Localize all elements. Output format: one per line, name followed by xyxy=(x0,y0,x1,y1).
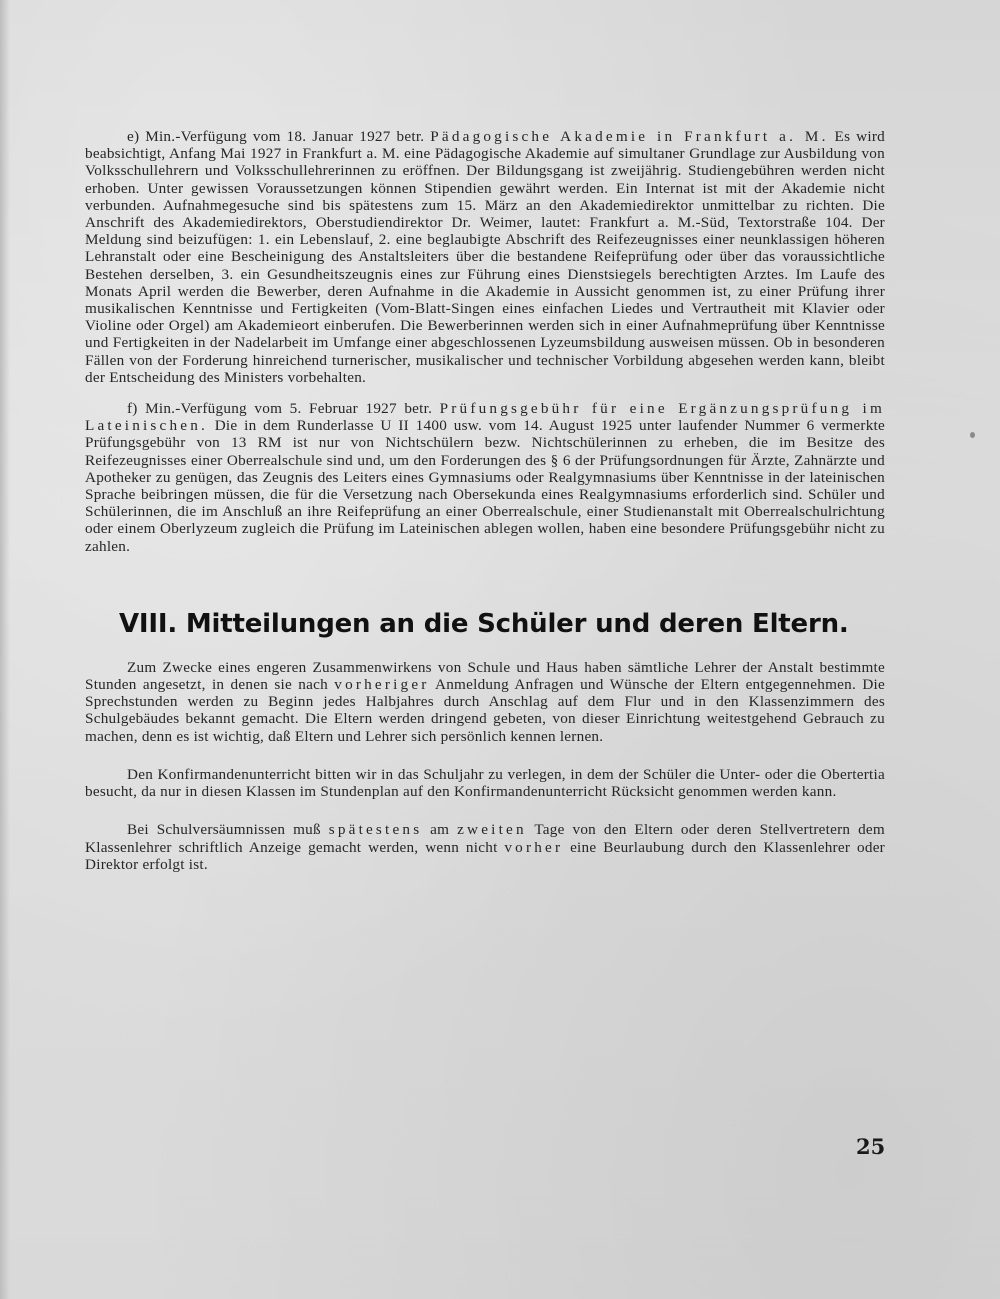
section-paragraph-sprechstunden xyxy=(85,659,885,745)
spacer xyxy=(85,745,885,766)
spacer xyxy=(85,800,885,821)
page-number: 25 xyxy=(856,1134,886,1159)
section-paragraph-konfirmanden: Den Konfirmandenunterricht bitten wir in das Schuljahr zu verlegen, in dem der Schüler die Unter- oder die Obertertia besucht, da nur in diesen Klassen im Stundenplan auf den Konfirmandenunterricht Rücksicht genommen werden kann. xyxy=(85,765,885,801)
spacer xyxy=(85,639,885,659)
paragraph-e-lead: e) Min.-Verfügung vom 18. Januar 1927 betr. xyxy=(127,128,431,145)
section-p1-part-b: Anmeldung Anfragen und Wünsche der Eltern entgegennehmen. Die Sprechstunden werden zu Beginn jedes Halbjahres durch Anschlag auf dem Flur und in den Klassenzimmern des Schulgebäudes bekannt gemacht. Die Eltern werden dringend gebeten, von dieser Einrichtung weitestgehend Gebrauch zu machen, denn es ist wichtig, daß Eltern und Lehrer sich persönlich kennen lernen. xyxy=(85,676,885,745)
section-p1-part-a: Zum Zwecke eines engeren Zusammenwirkens von Schule und Haus haben sämtliche Lehrer der Anstalt bestimmte Stunden angesetzt, in denen sie nach xyxy=(85,658,885,694)
section-p3-spaced-2: zweiten xyxy=(457,821,527,839)
section-title: VIII. Mitteilungen an die Schüler und deren Eltern. xyxy=(119,608,849,639)
page-content xyxy=(85,128,885,873)
paragraph-e-body: Es wird beabsichtigt, Anfang Mai 1927 in Frankfurt a. M. eine Pädagogische Akademie auf simultaner Grundlage zur Ausbildung von Volksschullehrern und Volksschullehrerinnen zu eröffnen. Der Bildungsgang ist zweijährig. Studiengebühren werden nicht erhoben. Unter gewissen Voraussetzungen können Stipendien gewährt werden. Ein Internat ist mit der Akademie nicht verbunden. Aufnahmegesuche sind bis spätestens zum 15. März an den Akademiedirektor unmittelbar zu richten. Die Anschrift des Akademiedirektors, Oberstudiendirektor Dr. Weimer, lautet: Frankfurt a. M.-Süd, Textorstraße 104. Der Meldung sind beizufügen: 1. ein Lebenslauf, 2. eine beglaubigte Abschrift des Reifezeugnisses einer neunklassigen höheren Lehranstalt oder eine Bescheinigung des Anstaltsleiters über die bestandene Reifeprüfung oder über das voraussichtliche Bestehen derselben, 3. ein Gesundheitszeugnis eines zur Führung eines Dienstsiegels berechtigten Arztes. Im Laufe des Monats April werden die Bewerber, deren Aufnahme in die Akademie in Aussicht genommen ist, zu einer Prüfung ihrer musikalischen Kenntnisse und Fertigkeiten (Vom-Blatt-Singen eines einfachen Liedes und Vertrautheit mit Klavier oder Violine oder Orgel) am Akademieort einberufen. Die Bewerberinnen werden sich in einer Aufnahmeprüfung über Kenntnisse und Fertigkeiten in der Nadelarbeit im Umfange einer abgeschlossenen Lyzeumsbildung ausweisen müssen. Ob in besonderen Fällen von der Forderung hinreichend turnerischer, musikalischer und technischer Vorbildung abgesehen werden kann, bleibt der Entscheidung des Ministers vorbehalten. xyxy=(85,128,885,386)
section-p3-spaced-3: vorher xyxy=(504,838,564,856)
paragraph-f-body: Die in dem Runderlasse U II 1400 usw. vom 14. August 1925 unter laufender Nummer 6 vermerkte Prüfungsgebühr von 13 RM ist nur von Nichtschülern bezw. Nichtschülerinnen zu erheben, die im Besitze des Reifezeugnisses einer Oberrealschule sind und, um den Forderungen des § 6 der Prüfungsordnungen für Ärzte, Zahnärzte und Apotheker zu genügen, das Zeugnis des Leiters eines Gymnasiums oder Realgymnasiums über Kenntnisse in der lateinischen Sprache beibringen müssen, die für die Versetzung nach Obersekunda eines Realgymnasiums erforderlich sind. Schüler und Schülerinnen, die im Anschluß an ihre Reifeprüfung an einer Oberrealschule, einer Studienanstalt mit Oberrealschulrichtung oder einem Oberlyzeum zugleich die Prüfung im Lateinischen ablegen wollen, haben eine besondere Prüfungsgebühr nicht zu zahlen. xyxy=(85,417,885,555)
page-edge-shadow xyxy=(0,0,10,1299)
paragraph-e-akademie xyxy=(85,128,885,386)
section-p3-spaced-1: spätestens xyxy=(328,821,423,839)
speck-mark xyxy=(970,432,975,438)
section-p3-part-c: Tage von den Eltern oder deren Stellvertretern dem Klassenlehrer schriftlich Anzeige gemacht werden, wenn nicht xyxy=(85,821,885,856)
section-p3-part-a: Bei Schulversäumnissen muß xyxy=(127,821,329,839)
spacer xyxy=(85,386,885,400)
paragraph-e-spaced-title: Pädagogische Akademie in Frankfurt a. M. xyxy=(430,128,829,145)
section-p3-part-d: eine Beurlaubung durch den Klassenlehrer oder Direktor erfolgt ist. xyxy=(85,838,885,873)
paragraph-f-spaced-title: Prüfungsgebühr für eine Ergänzungsprüfung im Lateinischen. xyxy=(85,400,885,435)
paragraph-f-lead: f) Min.-Verfügung vom 5. Februar 1927 betr. xyxy=(127,400,440,418)
section-p1-spaced: vorheriger xyxy=(334,676,430,694)
spacer xyxy=(85,555,885,609)
section-p3-part-b: am xyxy=(422,821,458,839)
section-paragraph-schulversaeumnisse xyxy=(85,821,885,873)
paragraph-f-pruefungsgebuehr xyxy=(85,400,885,555)
